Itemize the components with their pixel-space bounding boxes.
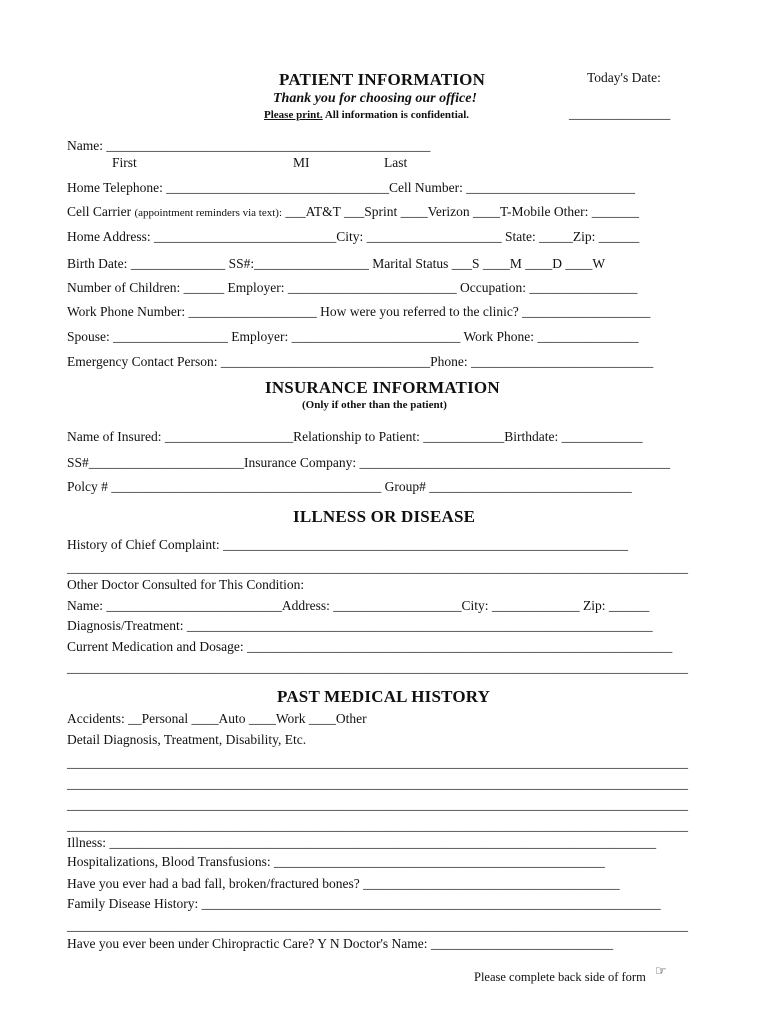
birth-date-field[interactable]: Birth Date: ______________ SS#:_________________ Marital Status ___S ____M ____D ____W xyxy=(67,256,606,271)
bad-fall-field[interactable]: Have you ever had a bad fall, broken/fractured bones? ______________________________________ xyxy=(67,876,620,891)
detail-line-4[interactable]: ____________________________________________________________________________________________ xyxy=(67,818,688,833)
pointing-hand-icon: ☞ xyxy=(655,964,667,979)
family-history-field[interactable]: Family Disease History: ____________________________________________________________________ xyxy=(67,896,661,911)
detail-line-1[interactable]: ____________________________________________________________________________________________ xyxy=(67,755,688,770)
mi-label: MI xyxy=(293,155,310,170)
insurance-heading: INSURANCE INFORMATION xyxy=(265,378,500,397)
insurance-company-field[interactable]: SS#_______________________Insurance Company: ______________________________________________ xyxy=(67,455,670,470)
detail-label: Detail Diagnosis, Treatment, Disability, Etc. xyxy=(67,732,307,747)
home-address-field[interactable]: Home Address: ___________________________City: ____________________ State: _____Zip: ______ xyxy=(67,229,640,244)
page-title: PATIENT INFORMATION xyxy=(279,70,486,89)
emergency-contact-field[interactable]: Emergency Contact Person: _______________________________Phone: ___________________________ xyxy=(67,354,654,369)
carrier-note: (appointment reminders via text): xyxy=(134,207,283,219)
chiropractic-field[interactable]: Have you ever been under Chiropractic Care? Y N Doctor's Name: ___________________________ xyxy=(67,936,614,951)
detail-line-2[interactable]: ____________________________________________________________________________________________ xyxy=(67,776,688,791)
home-telephone-field[interactable]: Home Telephone: _________________________________Cell Number: _________________________ xyxy=(67,180,636,195)
back-side-note: Please complete back side of form xyxy=(474,970,646,984)
illness-heading: ILLNESS OR DISEASE xyxy=(293,507,476,526)
detail-line-3[interactable]: ____________________________________________________________________________________________ xyxy=(67,797,688,812)
other-doctor-label: Other Doctor Consulted for This Condition: xyxy=(67,577,305,592)
thank-you-text: Thank you for choosing our office! xyxy=(273,91,477,106)
medication-extra-line[interactable]: ____________________________________________________________________________________________ xyxy=(67,660,688,675)
medication-field[interactable]: Current Medication and Dosage: _______________________________________________________________ xyxy=(67,639,673,654)
spouse-field[interactable]: Spouse: _________________ Employer: _________________________ Work Phone: _______________ xyxy=(67,329,639,344)
insured-field[interactable]: Name of Insured: ___________________Relationship to Patient: ____________Birthdate: ____________ xyxy=(67,429,643,444)
please-print: Please print. xyxy=(264,109,323,121)
family-history-extra-line[interactable]: ____________________________________________________________________________________________ xyxy=(67,918,688,933)
print-notice xyxy=(264,109,469,121)
accidents-field[interactable]: Accidents: __Personal ____Auto ____Work ____Other xyxy=(67,711,367,726)
complaint-extra-line[interactable]: ____________________________________________________________________________________________ xyxy=(67,560,688,575)
chief-complaint-field[interactable]: History of Chief Complaint: ____________________________________________________________ xyxy=(67,537,628,552)
cell-carrier-field[interactable] xyxy=(67,204,639,221)
children-employer-field[interactable]: Number of Children: ______ Employer: _________________________ Occupation: ________________ xyxy=(67,280,638,295)
diagnosis-field[interactable]: Diagnosis/Treatment: _____________________________________________________________________ xyxy=(67,618,653,633)
name-field[interactable]: Name: ________________________________________________ xyxy=(67,138,431,153)
hospitalizations-field[interactable]: Hospitalizations, Blood Transfusions: _________________________________________________ xyxy=(67,854,605,869)
first-label: First xyxy=(112,155,137,170)
confidential-text: All information is confidential. xyxy=(324,109,470,121)
policy-group-field[interactable]: Polcy # ________________________________________ Group# ______________________________ xyxy=(67,479,632,494)
todays-date-field[interactable]: _______________ xyxy=(569,106,671,121)
cell-carrier-label: Cell Carrier xyxy=(67,204,132,219)
other-doctor-field[interactable]: Name: __________________________Address: ___________________City: _____________ Zip: ______ xyxy=(67,598,650,613)
illness-field[interactable]: Illness: _________________________________________________________________________________ xyxy=(67,835,657,850)
work-phone-field[interactable]: Work Phone Number: ___________________ How were you referred to the clinic? ___________________ xyxy=(67,304,651,319)
last-label: Last xyxy=(384,155,408,170)
insurance-subheading: (Only if other than the patient) xyxy=(302,399,447,411)
carrier-options[interactable]: ___AT&T ___Sprint ____Verizon ____T-Mobile Other: _______ xyxy=(285,204,640,219)
history-heading: PAST MEDICAL HISTORY xyxy=(277,687,491,706)
todays-date-label: Today's Date: xyxy=(587,70,661,85)
